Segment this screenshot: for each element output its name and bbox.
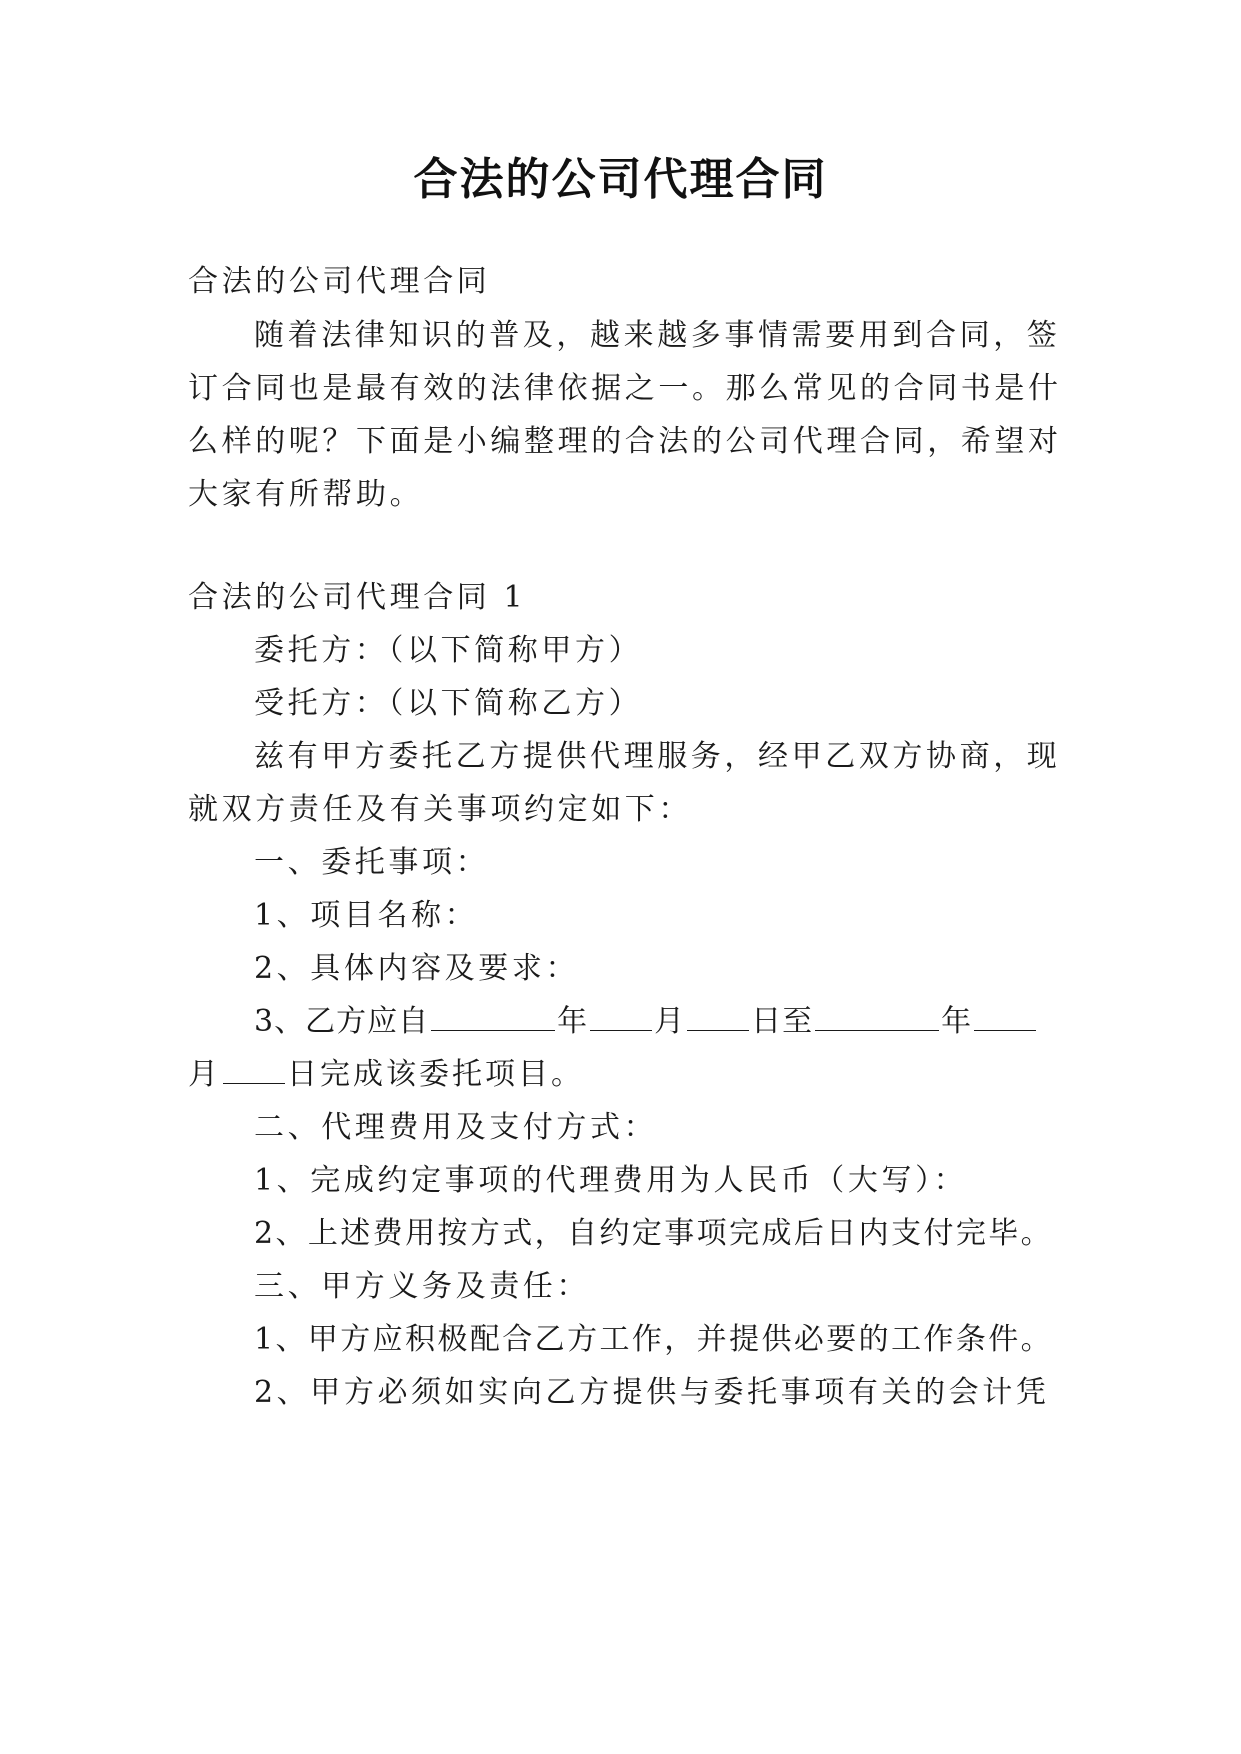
section-title: 一、委托事项： xyxy=(254,845,490,880)
date-label-month: 月 xyxy=(188,1057,221,1092)
intro-heading: 合法的公司代理合同 xyxy=(188,264,491,299)
date-clause-suffix: 日完成该委托项目。 xyxy=(287,1057,584,1092)
clause-item: 2、甲方必须如实向乙方提供与委托事项有关的会计凭 xyxy=(254,1375,1050,1410)
blank-day-end xyxy=(223,1055,285,1084)
date-label-year: 年 xyxy=(941,1004,973,1039)
blank-month-start xyxy=(590,1002,652,1031)
date-clause-prefix: 3、乙方应自 xyxy=(254,1004,430,1039)
preamble-line: 兹有甲方委托乙方提供代理服务，经甲乙双方协商，现 xyxy=(254,739,1061,774)
intro-paragraph-line: 么样的呢？下面是小编整理的合法的公司代理合同，希望对 xyxy=(188,424,1062,459)
clause-item: 1、完成约定事项的代理费用为人民币（大写）： xyxy=(254,1163,968,1198)
clause-item-date-range-cont xyxy=(188,1055,584,1095)
date-label-year: 年 xyxy=(557,1004,589,1039)
principal-line: 委托方：（以下简称甲方） xyxy=(254,633,643,668)
clause-item: 1、项目名称： xyxy=(254,898,479,933)
date-label-month: 月 xyxy=(654,1004,686,1039)
blank-year-start xyxy=(431,1002,555,1031)
preamble-line: 就双方责任及有关事项约定如下： xyxy=(188,792,692,827)
clause-item: 2、具体内容及要求： xyxy=(254,951,580,986)
blank-year-end xyxy=(815,1002,939,1031)
clause-item-date-range xyxy=(254,1002,1038,1042)
section-title: 二、代理费用及支付方式： xyxy=(254,1110,658,1145)
clause-item: 1、甲方应积极配合乙方工作，并提供必要的工作条件。 xyxy=(254,1322,1054,1357)
intro-paragraph-line: 订合同也是最有效的法律依据之一。那么常见的合同书是什 xyxy=(188,371,1062,406)
agent-line: 受托方：（以下简称乙方） xyxy=(254,686,643,721)
document-title: 合法的公司代理合同 xyxy=(413,154,828,205)
intro-paragraph-line: 随着法律知识的普及，越来越多事情需要用到合同，签 xyxy=(254,318,1061,353)
date-label-day-to: 日至 xyxy=(751,1004,814,1039)
blank-month-end xyxy=(974,1002,1036,1031)
contract-heading: 合法的公司代理合同 1 xyxy=(188,580,527,615)
blank-day-start xyxy=(687,1002,749,1031)
section-title: 三、甲方义务及责任： xyxy=(254,1269,590,1304)
intro-paragraph-line: 大家有所帮助。 xyxy=(188,477,424,512)
clause-item: 2、上述费用按方式，自约定事项完成后日内支付完毕。 xyxy=(254,1216,1054,1251)
